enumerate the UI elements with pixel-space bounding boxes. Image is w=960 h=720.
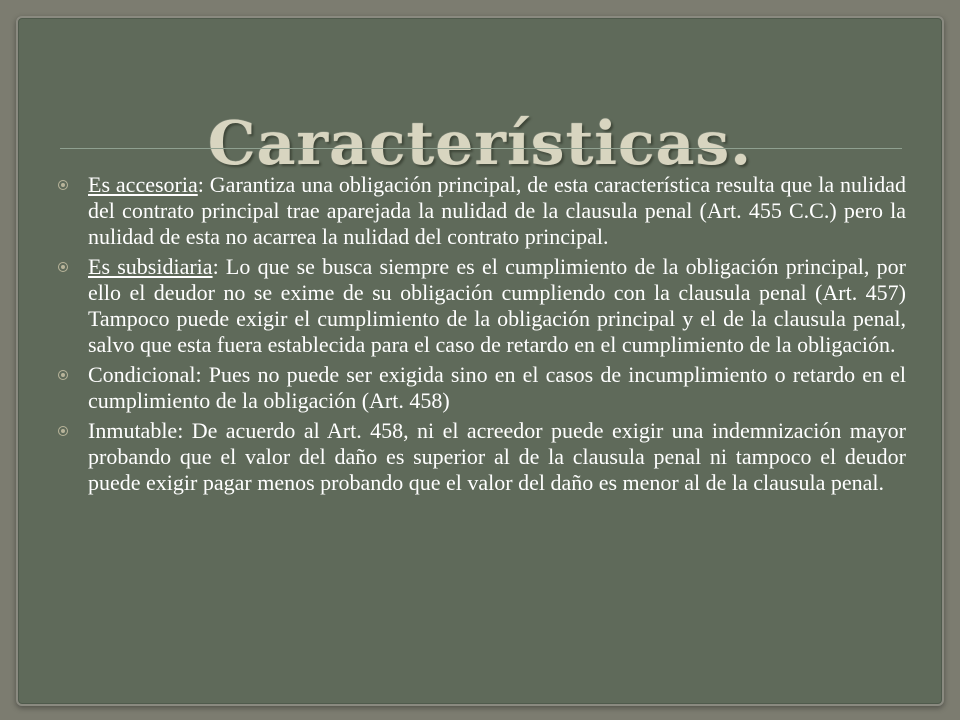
circled-dot-bullet-icon (58, 180, 68, 190)
circled-dot-bullet-icon (58, 262, 68, 272)
circled-dot-bullet-icon (58, 426, 68, 436)
bullet-item-es-accesoria (58, 172, 906, 250)
title-divider (60, 148, 902, 149)
bullet-item-condicional (58, 362, 906, 414)
bullet-term: Es accesoria (88, 172, 198, 197)
bullet-term-separator: : (212, 254, 219, 279)
bullet-text: Lo que se busca siempre es el cumplimiento de la obligación principal, por ello el deudor no se exime de su obligación cumpliendo con la clausula penal (Art. 457) Tampoco puede exigir el cumplimiento de la obligación principal y el de la clausula penal, salvo que esta fuera establecida para el caso de retardo en el cumplimiento de la obligación. (88, 254, 906, 357)
bullet-list (58, 172, 906, 500)
bullet-text: Inmutable: De acuerdo al Art. 458, ni el acreedor puede exigir una indemnización mayor probando que el valor del daño es superior al de la clausula penal ni tampoco el deudor puede exigir pagar menos probando que el valor del daño es menor al de la clausula penal. (88, 418, 906, 495)
bullet-item-inmutable (58, 418, 906, 496)
circled-dot-bullet-icon (58, 370, 68, 380)
bullet-term: Es subsidiaria (88, 254, 213, 279)
slide-title: Características. (207, 109, 753, 180)
bullet-term-separator: : (197, 172, 204, 197)
bullet-item-es-subsidiaria (58, 254, 906, 358)
bullet-text: Condicional: Pues no puede ser exigida sino en el casos de incumplimiento o retardo en el cumplimiento de la obligación (Art. 458) (88, 362, 906, 413)
bullet-text: Garantiza una obligación principal, de esta característica resulta que la nulidad del contrato principal trae aparejada la nulidad de la clausula penal (Art. 455 C.C.) pero la nulidad de esta no acarrea la nulidad del contrato principal. (88, 172, 907, 249)
